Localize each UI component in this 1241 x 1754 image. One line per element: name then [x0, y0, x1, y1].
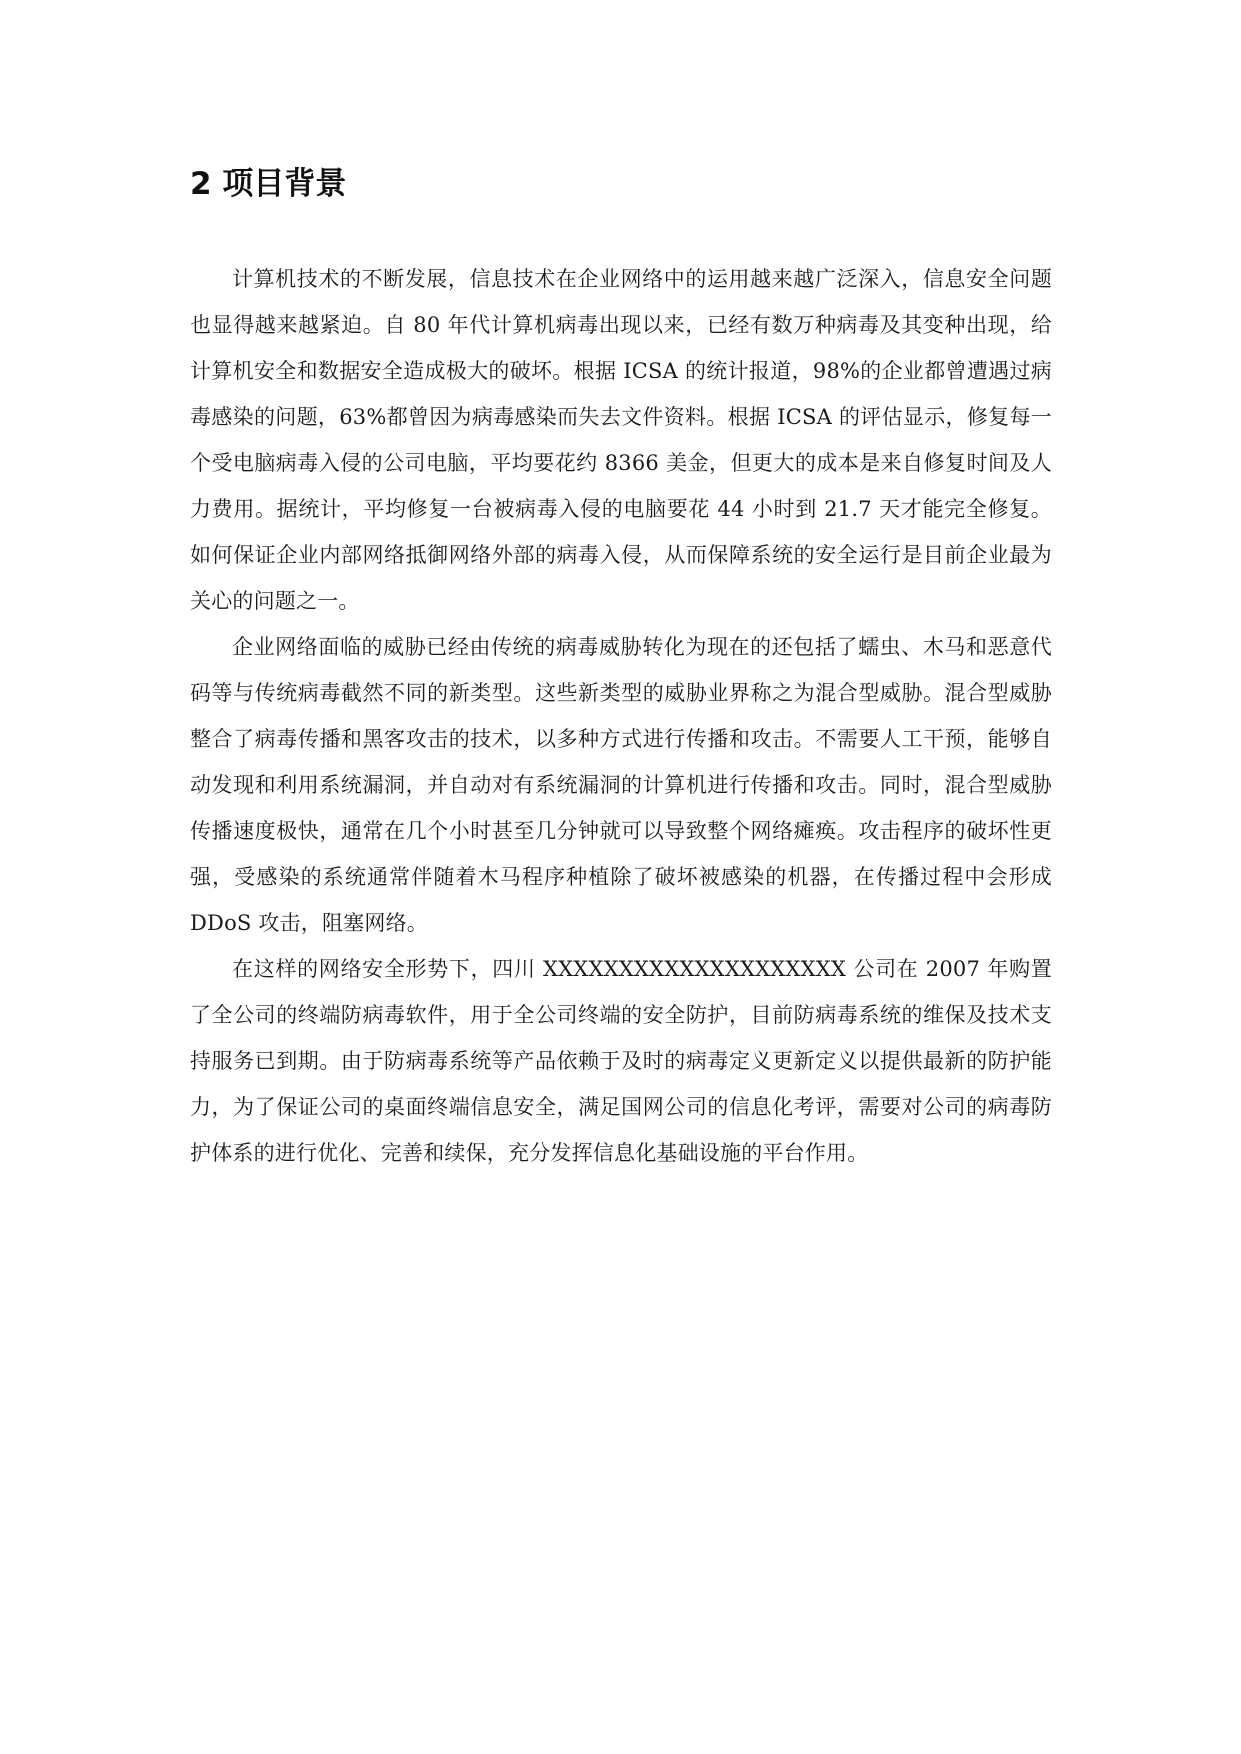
section-heading: 2 项目背景: [190, 166, 347, 202]
paragraph-3: 在这样的网络安全形势下，四川 XXXXXXXXXXXXXXXXXXXX 公司在 2007 年购置了全公司的终端防病毒软件，用于全公司终端的安全防护，目前防病毒系统的维保及技术支持服务已到期。由于防病毒系统等产品依赖于及时的病毒定义更新定义以提供最新的防护能力，为了保证公司的桌面终端信息安全，满足国网公司的信息化考评，需要对公司的病毒防护体系的进行优化、完善和续保，充分发挥信息化基础设施的平台作用。: [190, 957, 1052, 1165]
paragraph-2: 企业网络面临的威胁已经由传统的病毒威胁转化为现在的还包括了蠕虫、木马和恶意代码等与传统病毒截然不同的新类型。这些新类型的威胁业界称之为混合型威胁。混合型威胁整合了病毒传播和黑客攻击的技术，以多种方式进行传播和攻击。不需要人工干预，能够自动发现和利用系统漏洞，并自动对有系统漏洞的计算机进行传播和攻击。同时，混合型威胁传播速度极快，通常在几个小时甚至几分钟就可以导致整个网络瘫痪。攻击程序的破坏性更强，受感染的系统通常伴随着木马程序种植除了破坏被感染的机器，在传播过程中会形成 DDoS 攻击，阻塞网络。: [190, 635, 1052, 935]
section-body: [190, 256, 1052, 1176]
paragraph-1: 计算机技术的不断发展，信息技术在企业网络中的运用越来越广泛深入，信息安全问题也显得越来越紧迫。自 80 年代计算机病毒出现以来，已经有数万种病毒及其变种出现，给计算机安全和数据安全造成极大的破坏。根据 ICSA 的统计报道，98%的企业都曾遭遇过病毒感染的问题，63%都曾因为病毒感染而失去文件资料。根据 ICSA 的评估显示，修复每一个受电脑病毒入侵的公司电脑，平均要花约 8366 美金，但更大的成本是来自修复时间及人力费用。据统计，平均修复一台被病毒入侵的电脑要花 44 小时到 21.7 天才能完全修复。如何保证企业内部网络抵御网络外部的病毒入侵，从而保障系统的安全运行是目前企业最为关心的问题之一。: [190, 267, 1052, 613]
page-content: [190, 158, 1052, 1176]
